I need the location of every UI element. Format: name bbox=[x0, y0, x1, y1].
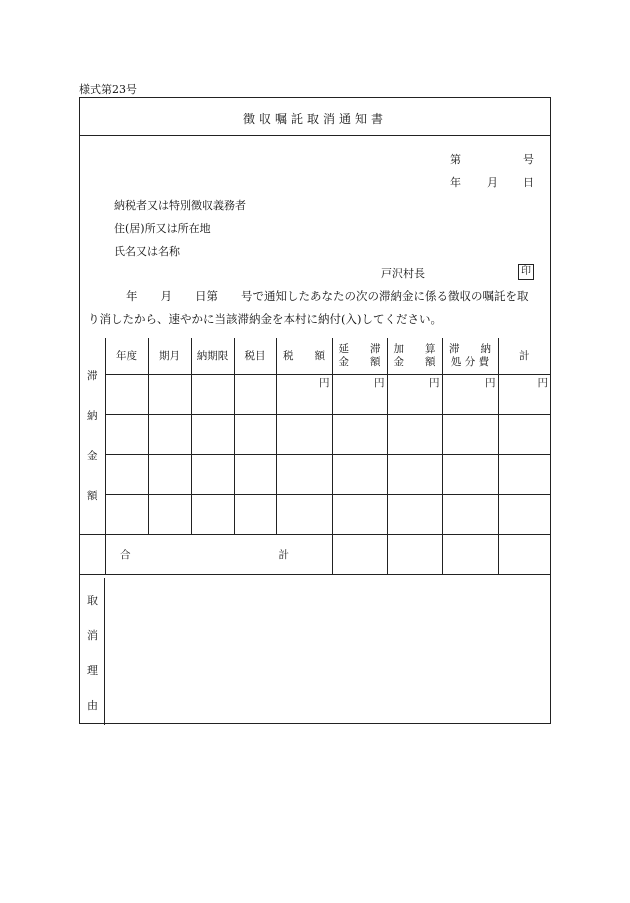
col-header-tax-item: 税目 bbox=[234, 338, 276, 375]
col-header-total: 計 bbox=[498, 338, 550, 375]
yen-unit: 円 bbox=[387, 375, 442, 415]
col-header-period: 期月 bbox=[148, 338, 191, 375]
seal-mark: 印 bbox=[518, 264, 534, 280]
body-text-line1: 年 月 日第 号で通知したあなたの次の滞納金に係る徴収の嘱託を取 bbox=[126, 289, 529, 303]
notice-form bbox=[79, 97, 551, 724]
date-year: 年 bbox=[450, 176, 461, 189]
sender-mayor: 戸沢村長 bbox=[381, 267, 425, 280]
table-row bbox=[80, 375, 550, 415]
body-text-line2: り消したから、速やかに当該滞納金を本村に納付(入)してください。 bbox=[88, 312, 442, 326]
table-row bbox=[80, 415, 550, 455]
table-row bbox=[80, 455, 550, 495]
recipient-address: 住(居)所又は所在地 bbox=[114, 222, 211, 235]
form-number: 様式第23号 bbox=[79, 83, 137, 96]
date-day: 日 bbox=[523, 176, 534, 189]
table-header-row bbox=[80, 338, 550, 375]
title-divider bbox=[80, 135, 550, 136]
col-header-due-date: 納期限 bbox=[191, 338, 234, 375]
number-dai: 第 bbox=[450, 153, 461, 166]
arrears-side-label: 滞 納 金 額 bbox=[80, 338, 105, 535]
form-title: 徴収嘱託取消通知書 bbox=[242, 112, 387, 126]
arrears-table bbox=[80, 338, 550, 575]
recipient-taxpayer: 納税者又は特別徴収義務者 bbox=[114, 199, 246, 212]
total-label: 合 計 bbox=[105, 535, 332, 575]
col-header-tax-amount: 税 額 bbox=[276, 338, 332, 375]
total-row bbox=[80, 535, 550, 575]
yen-unit: 円 bbox=[276, 375, 332, 415]
yen-unit: 円 bbox=[498, 375, 550, 415]
col-header-fiscal-year: 年度 bbox=[105, 338, 148, 375]
col-header-additional-tax: 加 算 金 額 bbox=[387, 338, 442, 375]
col-header-late-fee: 延 滞 金 額 bbox=[332, 338, 387, 375]
recipient-name: 氏名又は名称 bbox=[114, 245, 180, 258]
yen-unit: 円 bbox=[332, 375, 387, 415]
date-month: 月 bbox=[487, 176, 498, 189]
col-header-disposition-cost: 滞 納 処 分 費 bbox=[442, 338, 498, 375]
yen-unit: 円 bbox=[442, 375, 498, 415]
cancel-reason-label: 取 消 理 由 bbox=[80, 578, 105, 725]
table-row bbox=[80, 495, 550, 535]
number-go: 号 bbox=[523, 153, 534, 166]
